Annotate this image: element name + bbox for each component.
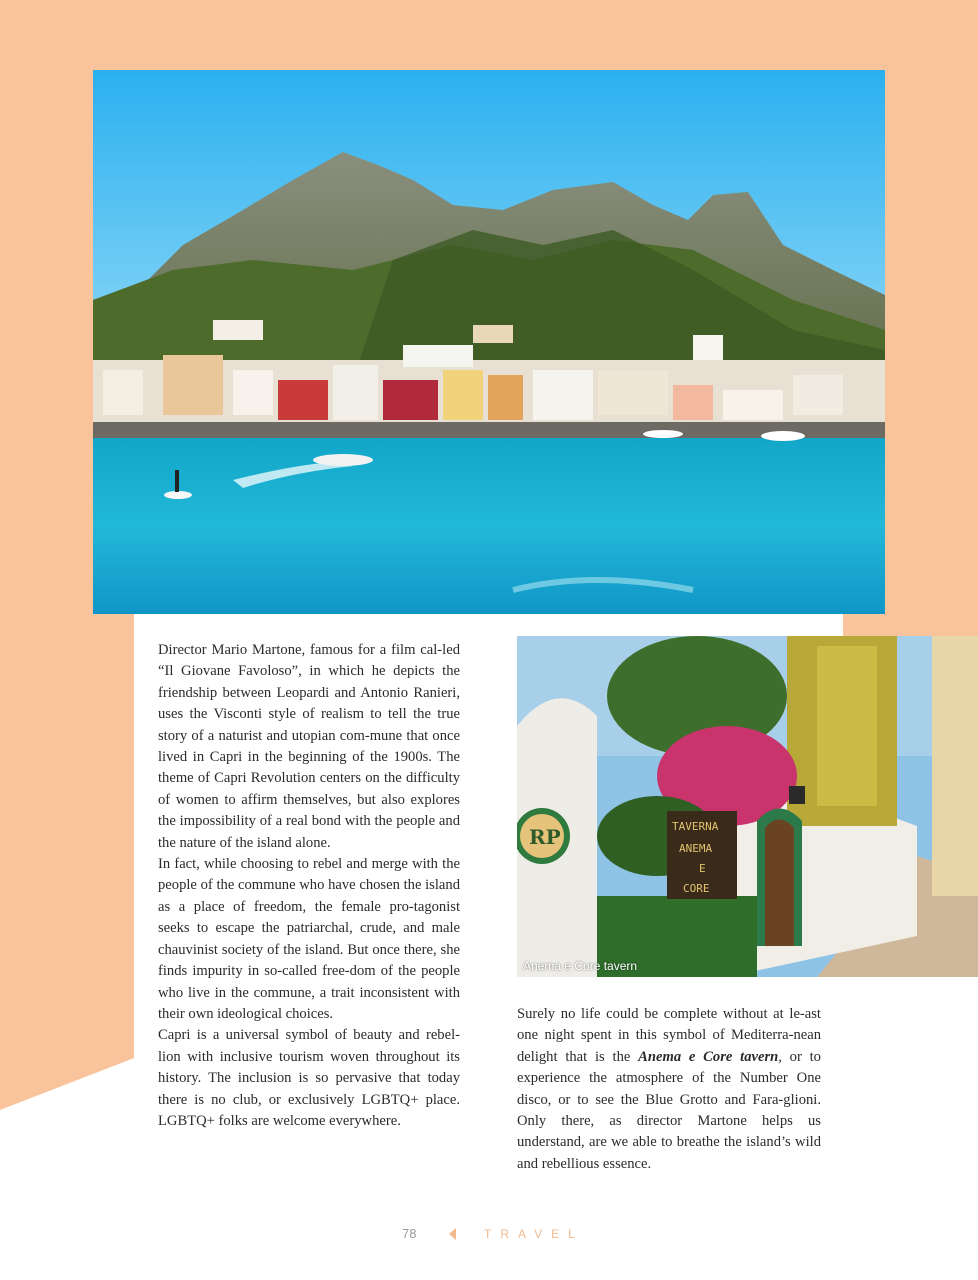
paragraph-1: Director Mario Martone, famous for a film cal-led “Il Giovane Favoloso”, in which he depicts the friendship between Leopardi and Antonio Ranieri, uses the Visconti style of realism to tell the true story of a naturist and utopian com-mune that once lived in Capri in the beginning of the 1900s. The theme of Capri Revolution centers on the difficulty of women to affirm themselves, but also explores the impossibility of a real bond with the people and the nature of the island alone. [158, 642, 460, 851]
photo-caption: Anema e Core tavern [523, 959, 638, 973]
article-right-column [517, 1004, 821, 1175]
paragraph-4-outro: , or to experience the atmosphere of the Number One disco, or to see the Blue Grotto and Fara-glioni. Only there, as director Martone helps us understand, are we able to breathe the island’s wild and rebellious essence. [517, 1048, 821, 1172]
sign-line-1: TAVERNA [672, 820, 719, 833]
paragraph-3: Capri is a universal symbol of beauty and rebel-lion with inclusive tourism woven throughout its history. The inclusion is so pervasive that today there is no club, or exclusively LGBTQ+ place. LGBTQ+ folks are welcome everywhere. [158, 1027, 460, 1129]
capri-harbor-photo [93, 70, 885, 614]
medallion-text: RP [529, 825, 561, 849]
paragraph-4-intro: Surely no life could be complete without at le-ast one night spent in this symbol of Mediterra-nean delight that is the [517, 1006, 821, 1065]
paragraph-2: In fact, while choosing to rebel and merge with the people of the commune who have chosen the island as a place of freedom, the female pro-tagonist seeks to escape the patriarchal, crude, and male chauvinist society of the island. But once there, she finds impurity in so-called free-dom of the people who live in the commune, a trait inconsistent with their own ideological choices. [158, 856, 460, 1022]
section-label: TRAVEL [484, 1227, 584, 1241]
tavern-name-emphasis: Anema e Core tavern [638, 1048, 779, 1065]
page-footer [0, 1226, 978, 1244]
sign-line-2: ANEMA [679, 842, 713, 855]
article-left-column [158, 640, 460, 1132]
anema-e-core-tavern-photo [517, 636, 978, 977]
page-number: 78 [402, 1226, 417, 1241]
sign-line-3: E [699, 862, 706, 875]
sign-line-4: CORE [683, 882, 710, 895]
left-arrow-icon [449, 1228, 456, 1240]
paragraph-4 [517, 1004, 821, 1175]
